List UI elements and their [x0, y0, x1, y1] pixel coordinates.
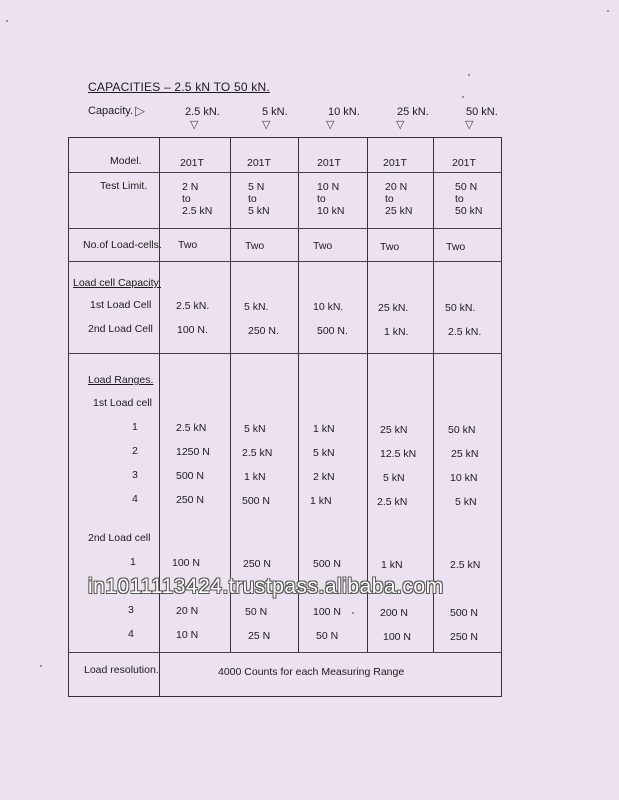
first-load-cell-ranges-label: 1st Load cell	[93, 397, 152, 409]
range-value: 25 kN	[451, 448, 479, 460]
load-resolution-label: Load resolution.	[84, 664, 159, 676]
range-value: 250 N	[243, 558, 272, 570]
range-value: 2.5 kN	[450, 559, 481, 571]
row-divider	[68, 353, 502, 354]
model-value: 201T	[317, 157, 341, 169]
scan-speck	[462, 96, 464, 98]
range-value: 2.5 kN	[377, 496, 408, 508]
test-limit-value: to	[317, 193, 326, 205]
test-limit-value: 25 kN	[385, 205, 413, 217]
load-ranges-heading: Load Ranges.	[88, 374, 154, 386]
range-value: 5 kN	[244, 423, 266, 435]
model-value: 201T	[247, 157, 271, 169]
model-value: 201T	[452, 157, 476, 169]
capacity-label: Capacity.	[88, 105, 134, 117]
first-load-cell-value: 50 kN.	[445, 302, 476, 314]
range-value: 100 N	[383, 631, 412, 643]
range-value: 5 kN	[383, 472, 405, 484]
range-value: 1 kN	[313, 423, 335, 435]
range-number: 3	[128, 604, 134, 616]
range-value: 50 N	[316, 630, 339, 642]
first-load-cell-value: 5 kN.	[244, 301, 269, 313]
range-number: 4	[132, 493, 138, 505]
range-number: 3	[132, 469, 138, 481]
test-limit-value: 2.5 kN	[182, 205, 213, 217]
range-number: 1	[132, 421, 138, 433]
second-load-cell-value: 100 N.	[177, 324, 208, 336]
range-value: 500 N	[450, 607, 479, 619]
triangle-down-icon: ▽	[396, 119, 405, 131]
triangle-down-icon: ▽	[190, 119, 199, 131]
range-value: 5 kN	[313, 447, 335, 459]
range-value: 25 N	[248, 630, 271, 642]
model-value: 201T	[180, 157, 204, 169]
row-divider	[68, 228, 502, 229]
test-limit-label: Test Limit.	[100, 180, 148, 192]
test-limit-value: 2 N	[182, 181, 199, 193]
arrow-right-icon: ▷	[135, 103, 145, 118]
capacity-value: 5 kN.	[262, 106, 288, 118]
range-number: 4	[128, 628, 134, 640]
scan-speck	[6, 20, 8, 22]
range-value: 10 N	[176, 629, 199, 641]
test-limit-value: to	[248, 193, 257, 205]
column-divider	[159, 137, 160, 697]
second-load-cell-label: 2nd Load Cell	[88, 323, 153, 335]
load-cells-label: No.of Load-cells.	[83, 239, 162, 251]
range-value: 500 N	[242, 495, 271, 507]
document-title: CAPACITIES – 2.5 kN TO 50 kN.	[88, 80, 270, 94]
range-value: 12.5 kN	[380, 448, 417, 460]
scan-speck	[40, 665, 42, 667]
test-limit-value: 10 kN	[317, 205, 345, 217]
range-value: 5 kN	[455, 496, 477, 508]
test-limit-value: 5 kN	[248, 205, 270, 217]
row-divider	[68, 172, 502, 173]
scan-speck	[607, 10, 609, 12]
capacity-value: 10 kN.	[328, 106, 360, 118]
test-limit-value: 5 N	[248, 181, 265, 193]
capacity-value: 50 kN.	[466, 106, 498, 118]
first-load-cell-label: 1st Load Cell	[90, 299, 152, 311]
range-value: 1250 N	[176, 446, 210, 458]
capacity-value: 25 kN.	[397, 106, 429, 118]
range-value: 1 kN	[310, 495, 332, 507]
range-number: 2	[132, 445, 138, 457]
load-cells-value: Two	[380, 241, 400, 253]
test-limit-value: 50 N	[455, 181, 478, 193]
range-value: 100 N	[172, 557, 201, 569]
test-limit-value: to	[182, 193, 191, 205]
test-limit-value: 50 kN	[455, 205, 483, 217]
scan-speck	[468, 74, 470, 76]
second-load-cell-ranges-label: 2nd Load cell	[88, 532, 151, 544]
model-label: Model.	[110, 155, 142, 167]
load-resolution-value: 4000 Counts for each Measuring Range	[218, 666, 405, 678]
range-value: 100 N	[313, 606, 342, 618]
load-cells-value: Two	[178, 239, 198, 251]
load-cells-value: Two	[245, 240, 265, 252]
load-cells-value: Two	[313, 240, 333, 252]
test-limit-value: to	[385, 193, 394, 205]
capacity-value: 2.5 kN.	[185, 106, 220, 118]
triangle-down-icon: ▽	[262, 119, 271, 131]
load-cell-capacity-heading: Load cell Capacity.	[73, 277, 161, 289]
range-value: 1 kN	[244, 471, 266, 483]
range-value: 20 N	[176, 605, 199, 617]
triangle-down-icon: ▽	[326, 119, 335, 131]
second-load-cell-value: 250 N.	[248, 325, 279, 337]
second-load-cell-value: 2.5 kN.	[448, 326, 482, 338]
range-value: 25 kN	[380, 424, 408, 436]
range-value: 50 N	[245, 606, 268, 618]
test-limit-value: 10 N	[317, 181, 340, 193]
range-value: 250 N	[176, 494, 205, 506]
range-value: 50 kN	[448, 424, 476, 436]
watermark: in1011113424.trustpass.alibaba.com	[88, 575, 444, 598]
range-value: 200 N	[380, 607, 409, 619]
range-value: 2 kN	[313, 471, 335, 483]
model-value: 201T	[383, 157, 407, 169]
second-load-cell-value: 500 N.	[317, 325, 348, 337]
first-load-cell-value: 2.5 kN.	[176, 300, 210, 312]
range-value: 2.5 kN	[242, 447, 273, 459]
range-value: 10 kN	[450, 472, 478, 484]
first-load-cell-value: 25 kN.	[378, 302, 409, 314]
second-load-cell-value: 1 kN.	[384, 326, 409, 338]
row-divider	[68, 261, 502, 262]
triangle-down-icon: ▽	[465, 119, 474, 131]
test-limit-value: to	[455, 193, 464, 205]
row-divider	[68, 652, 502, 653]
test-limit-value: 20 N	[385, 181, 408, 193]
range-value: 500 N	[176, 470, 205, 482]
first-load-cell-value: 10 kN.	[313, 301, 344, 313]
range-value: 2.5 kN	[176, 422, 207, 434]
range-value: 500 N	[313, 558, 342, 570]
range-value: 250 N	[450, 631, 479, 643]
load-cells-value: Two	[446, 241, 466, 253]
scan-speck	[352, 612, 354, 614]
range-value: 1 kN	[381, 559, 403, 571]
range-number: 1	[130, 556, 136, 568]
